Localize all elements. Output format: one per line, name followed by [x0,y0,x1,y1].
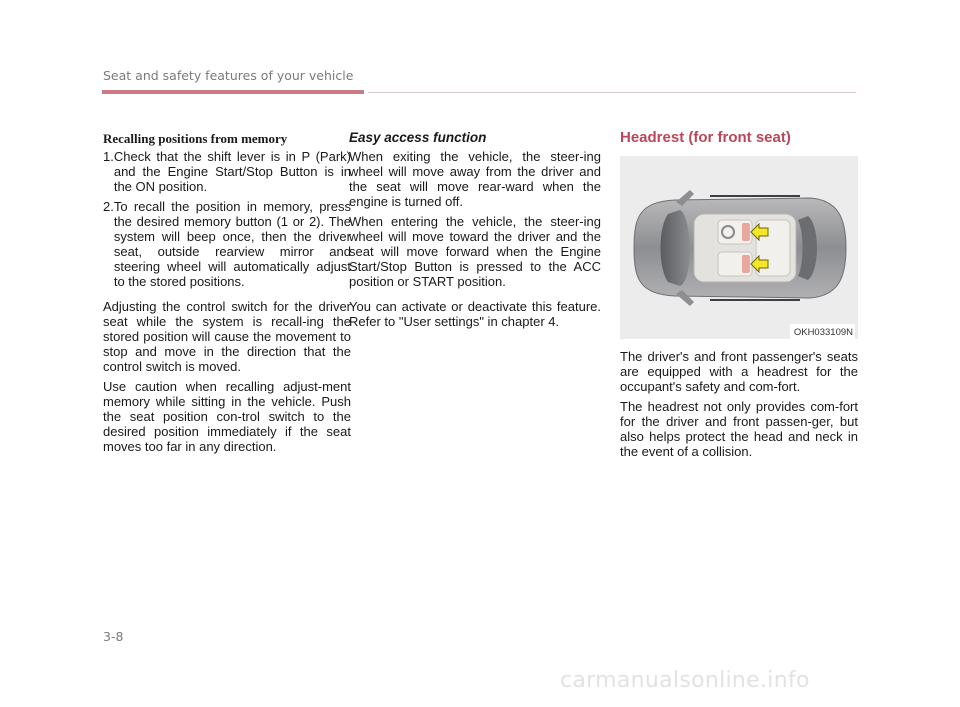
paragraph: When entering the vehicle, the steer-ing wheel will move toward the driver and the seat will move forward when the Engine Start/Stop Button is pressed to the ACC position or START position. [349,214,601,289]
subheading-easy-access: Easy access function [349,130,487,145]
step-text: To recall the position in memory, press the desired memory button (1 or 2). The system will beep once, then the driver seat, outside rearview mirror and steering wheel will automatically adjust to the stored positions. [113,199,351,289]
step-text: Check that the shift lever is in P (Park) and the Engine Start/Stop Button is in the ON position. [113,149,351,194]
column-middle [349,130,601,334]
page-number: 3-8 [103,629,124,644]
section-header: Seat and safety features of your vehicle [103,68,354,83]
paragraph: When exiting the vehicle, the steer-ing wheel will move away from the driver and the seat will move rear-ward when the engine is turned off. [349,149,601,209]
paragraph: You can activate or deactivate this feature. Refer to "User settings" in chapter 4. [349,299,601,329]
step-item [103,149,351,194]
subheading-recalling: Recalling positions from memory [103,131,288,146]
car-top-view-illustration [620,156,858,339]
step-number: 2. [103,199,114,214]
car-top-view-figure [620,156,858,339]
paragraph: The driver's and front passenger's seats are equipped with a headrest for the occupant's safety and com-fort. [620,349,858,394]
step-number: 1. [103,149,114,164]
heading-headrest: Headrest (for front seat) [620,129,791,146]
paragraph: Use caution when recalling adjust-ment memory while sitting in the vehicle. Push the seat position con-trol switch to the desired position immediately if the seat moves too far in any direction. [103,379,351,454]
header-thin-rule [368,92,856,93]
step-item [103,199,351,289]
column-right [620,130,858,464]
paragraph: The headrest not only provides com-fort for the driver and front passen-ger, but also helps protect the head and neck in the event of a collision. [620,399,858,459]
column-left [103,130,351,459]
figure-caption: OKH033109N [790,324,855,339]
paragraph: Adjusting the control switch for the driver seat while the system is recall-ing the stored position will cause the movement to stop and move in the direction that the control switch is moved. [103,299,351,374]
watermark: carmanualsonline.info [560,668,810,693]
header-accent-rule [102,90,364,94]
